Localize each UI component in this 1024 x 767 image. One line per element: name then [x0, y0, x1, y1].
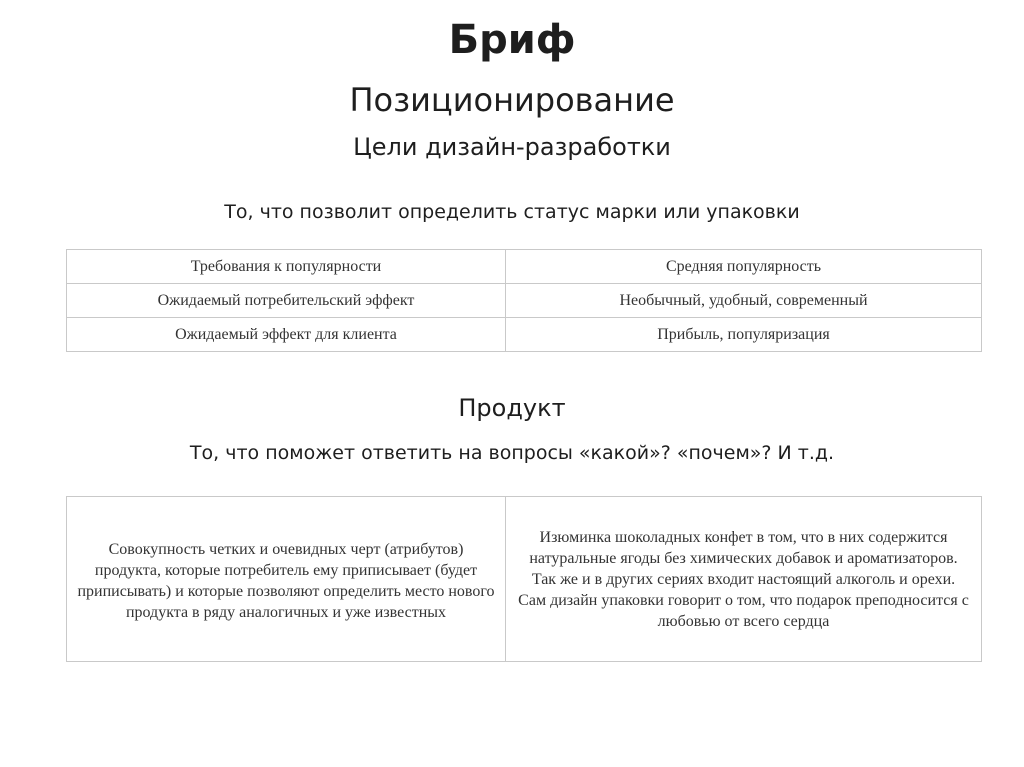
table-row — [67, 318, 982, 352]
goals-label-cell: Требования к популярности — [67, 250, 506, 284]
goals-value-cell: Необычный, удобный, современный — [506, 284, 982, 318]
product-heading: Продукт — [458, 394, 566, 422]
product-definition-cell: Совокупность четких и очевидных черт (атрибутов) продукта, которые потребитель ему приписывает (будет приписывать) и которые позволяют определить место нового продукта в ряду аналогичных и уже известных — [67, 497, 506, 662]
goals-label-cell: Ожидаемый эффект для клиента — [67, 318, 506, 352]
slide-subsubtitle: Цели дизайн-разработки — [353, 133, 671, 161]
table-row — [67, 284, 982, 318]
product-table — [66, 496, 982, 662]
status-caption: То, что позволит определить статус марки или упаковки — [224, 201, 800, 223]
goals-label-cell: Ожидаемый потребительский эффект — [67, 284, 506, 318]
product-description-cell: Изюминка шоколадных конфет в том, что в них содержится натуральные ягоды без химических добавок и ароматизаторов. Так же и в других сериях входит настоящий алкоголь и орехи. Сам дизайн упаковки говорит о том, что подарок преподносится с любовью от всего сердца — [506, 497, 982, 662]
goals-value-cell: Средняя популярность — [506, 250, 982, 284]
table-row — [67, 497, 982, 662]
table-row — [67, 250, 982, 284]
slide-subtitle: Позиционирование — [349, 81, 675, 119]
product-caption: То, что поможет ответить на вопросы «какой»? «почем»? И т.д. — [189, 442, 835, 464]
goals-table — [66, 249, 982, 352]
slide-title: Бриф — [448, 17, 576, 63]
goals-value-cell: Прибыль, популяризация — [506, 318, 982, 352]
